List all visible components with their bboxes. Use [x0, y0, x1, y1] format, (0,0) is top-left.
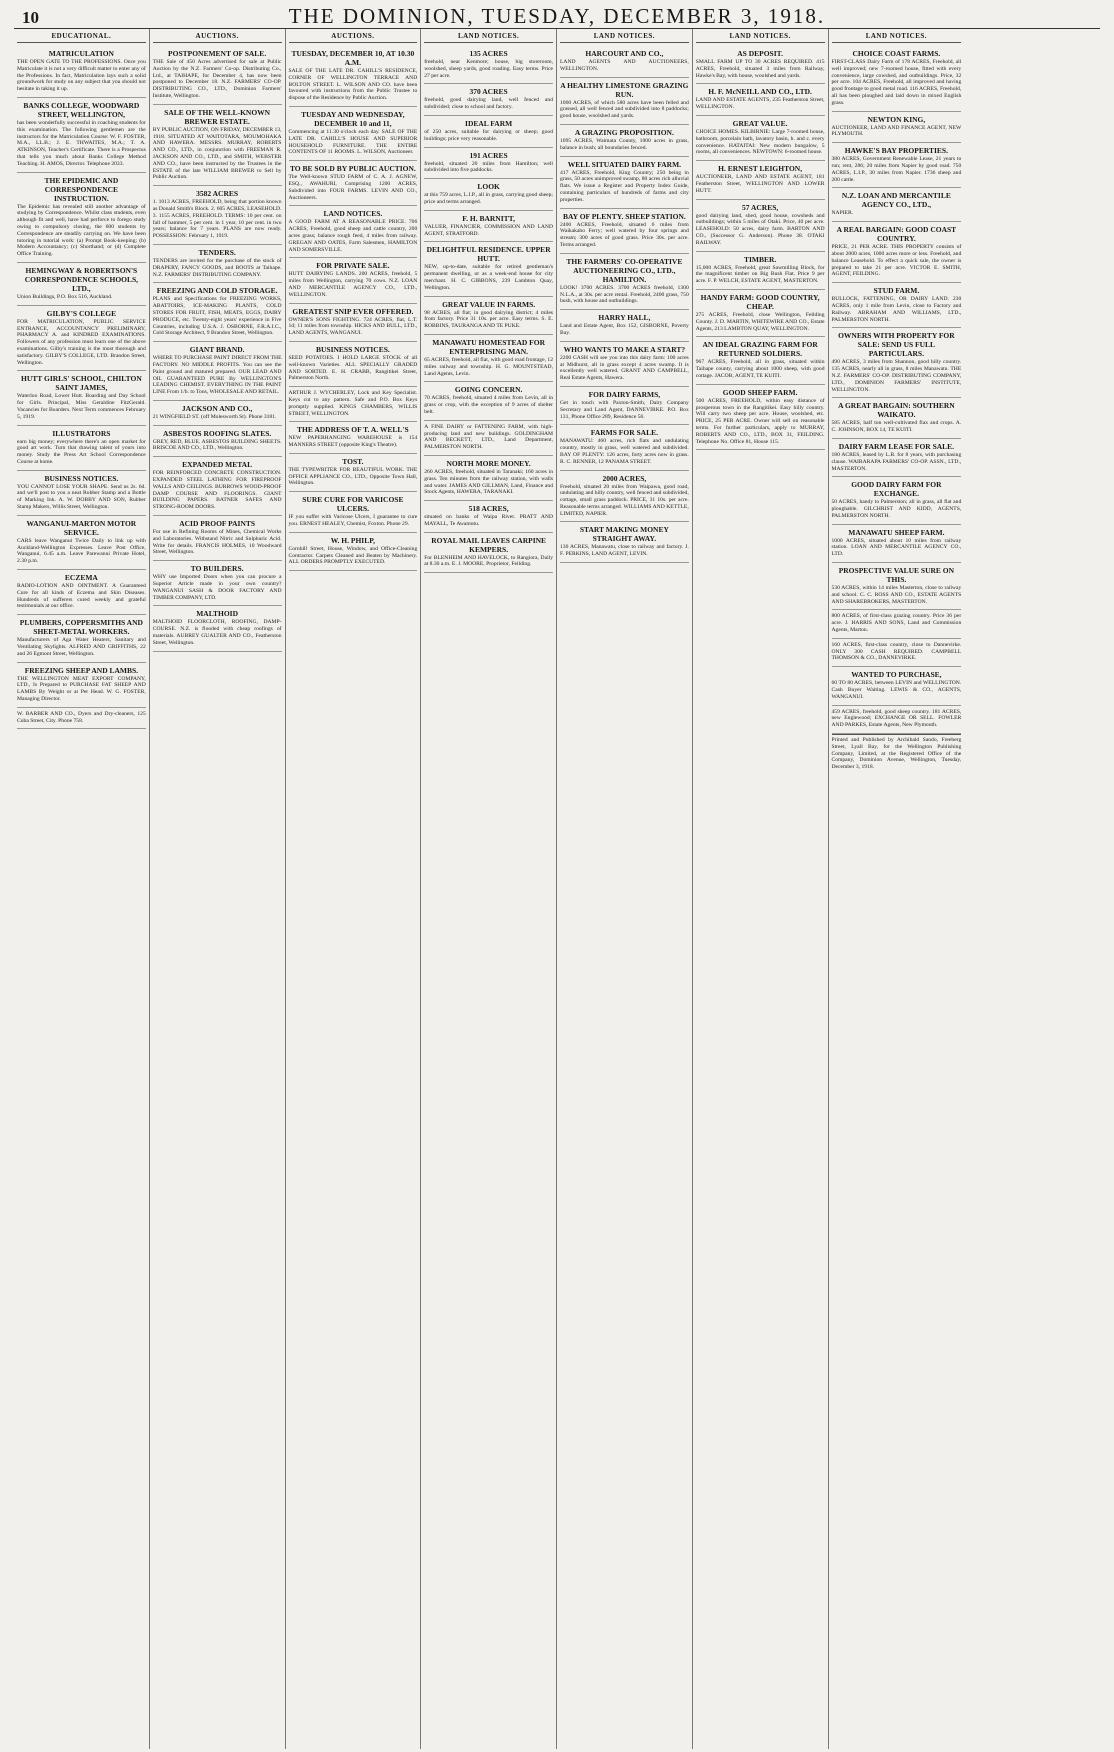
- advertisement: [289, 107, 418, 161]
- advertisement-text: Cornhill Street, House, Window, and Office-Cleaning Contractor. Carpets Cleaned and Beaten by Machinery. ALL ORDERS PROMPTLY EXECUTED.: [288, 545, 418, 566]
- advertisement-text: 130 ACRES, Manawatu, close to railway and factory. J. F. PERKINS, LAND AGENT, LEVIN.: [560, 544, 689, 558]
- advertisement-text: MANAWATU: 460 acres, rich flats and undulating country, mostly in grass, well watered and subdivided. BAY OF PLENTY: 126 acres, forty acres now in grass. R. C. RENNER, 12 PANAMA STREET.: [560, 438, 689, 465]
- advertisement-heading: SALE OF THE WELL-KNOWN BREWER ESTATE.: [164, 107, 271, 126]
- advertisement: [17, 708, 146, 730]
- advertisement: [289, 454, 418, 492]
- advertisement-text: TENDERS are invited for the purchase of the stock of DRAPERY, FANCY GOODS, and BOOTS at Taihape. N.Z. FARMERS' DISTRIBUTING COMPANY.: [152, 257, 282, 278]
- advertisement-heading: THE EPIDEMIC AND CORRESPONDENCE INSTRUCTION.: [44, 175, 119, 203]
- advertisement: [560, 342, 689, 387]
- column-5: [557, 29, 693, 1749]
- advertisement: [696, 337, 825, 384]
- advertisement-heading: TENDERS.: [198, 247, 236, 257]
- advertisement-heading: HEMINGWAY & ROBERTSON'S CORRESPONDENCE SCHOOLS, LTD.,: [24, 265, 139, 293]
- advertisement-heading: DAIRY FARM LEASE FOR SALE.: [838, 441, 955, 451]
- advertisement-heading: WELL SITUATED DAIRY FARM.: [567, 159, 682, 169]
- advertisement: [17, 98, 146, 173]
- page-number: 10: [22, 8, 39, 27]
- advertisement-text: BY PUBLIC AUCTION, ON FRIDAY, DECEMBER 13, 1918. SITUATED AT WAITOTARA, MOUMOHAKA AND HAWERA. MESSRS. MURRAY, ROBERTS AND CO., LTD., in conjunction with FREEMAN R. JACKSON AND CO., LTD., and SMITH, WEBSTER AND CO., have been instructed by the Trustees in the ESTATE of the late WILLIAM BREWER to Sell by Public Auction.: [152, 126, 282, 181]
- advertisement: [153, 426, 282, 458]
- advertisement-heading: FOR DAIRY FARMS,: [588, 389, 661, 399]
- advertisement-text: A GOOD FARM AT A REASONABLE PRICE. 706 ACRES, Freehold, good sheep and cattle country, 200 acres grass; balance rough feed, 4 miles from railway. GREGAN AND OATES, Farm Salesmen, HAMILTON AND SOMERSVILLE.: [288, 219, 418, 253]
- advertisement-text: freehold, good dairying land, well fenced and subdivided; close to school and factory.: [424, 97, 553, 111]
- advertisement-text: 60 TO 80 ACRES, between LEVIN and WELLINGTON. Cash Buyer Waiting. LEWIS & CO., AGENTS, WANGANUI.: [831, 680, 962, 700]
- masthead: [14, 4, 1100, 26]
- advertisement: [560, 157, 689, 209]
- advertisement: [560, 78, 689, 125]
- advertisement: [289, 342, 418, 387]
- advertisement-text: Union Buildings, P.O. Box 516, Auckland.: [17, 293, 113, 300]
- advertisement-heading: 3582 ACRES: [196, 189, 239, 199]
- advertisement-heading: AS DEPOSIT.: [737, 49, 783, 58]
- advertisement-text: Get in touch with Paxton-Smith, Dairy Company Secretary and Land Agent, DANNEVIRKE. P.O. Box 131, Phone Office 289, Residence 56.: [560, 399, 689, 420]
- advertisement: [424, 382, 553, 420]
- advertisement-heading: MANAWATU SHEEP FARM.: [848, 527, 945, 537]
- advertisement-heading: H. F. McNEILL AND CO., LTD.: [708, 87, 812, 97]
- advertisement: [17, 306, 146, 372]
- advertisement-text: THE TYPEWRITER FOR BEAUTIFUL WORK. THE OFFICE APPLIANCE CO., LTD., Opposite Town Hall, Wellington.: [288, 466, 418, 487]
- advertisement-text: CHOICE HOMES. KILBIRNIE: Large 7-roomed house, bathroom, porcelain bath, lavatory basin, h. and c. every convenience. HATAITAI: New modern bungalow, 5 rooms, all conveniences. NEWTOWN: 6-roomed house.: [695, 128, 825, 156]
- advertisement: [424, 179, 553, 211]
- advertisement-text: 530 ACRES, within 14 miles Masterton, close to railway and school. C. C. ROSS AND CO., ESTATE AGENTS AND SHAREBROKERS, MASTERTON.: [831, 585, 962, 605]
- advertisement-text: 417 ACRES, Freehold, King Country; 250 being in grass, 50 acres unimproved swamp, 80 acres rich alluvial flats. We issue a Register and Property Index Guide, containing particulars of hundreds of farms and city properties.: [560, 169, 689, 203]
- advertisement: [832, 188, 962, 222]
- advertisement: [832, 477, 962, 524]
- column-heading: LAND NOTICES.: [424, 29, 553, 43]
- advertisement-heading: TUESDAY AND WEDNESDAY, DECEMBER 10 and 11,: [301, 109, 405, 128]
- advertisement: [696, 200, 825, 252]
- advertisement-heading: F. H. BARNITT,: [462, 213, 515, 223]
- advertisement: [289, 161, 418, 206]
- advertisement-text: 15,000 ACRES, Freehold, great Sawmilling Block, for the magnificent timber on Big Bush Flat. Price 9 per acre. F. P. WELCH, ESTATE AGENT, MASTERTON.: [695, 264, 825, 285]
- advertisement: [17, 173, 146, 263]
- advertisement: [560, 471, 689, 523]
- advertisement-text: FIRST-CLASS Dairy Farm of 178 ACRES, Freehold, all well improved; new 7-roomed house, fitted with every convenience, large cowshed, and outbuildings. Price, 32 per acre. 104 ACRES, Freehold, all improved and having good frontage to good metal road. 116 ACRES, Freehold, all has been ploughed and laid down in mixed English grass.: [831, 59, 962, 106]
- advertisement-text: 1. 1013 ACRES, FREEHOLD, being that portion known as Donald Smith's Block. 2. 605 ACRES, LEASEHOLD. 3. 1155 ACRES, FREEHOLD. TERMS: 10 per cent. on fall of hammer, 5 per cent. in 1 year, 10 per cent. in two years; balance for 7 years. PLANS are now ready. POSSESSION: February 1, 1919.: [152, 199, 282, 240]
- advertisement-heading: MANAWATU HOMESTEAD FOR ENTERPRISING MAN.: [432, 337, 546, 356]
- advertisement: [17, 663, 146, 708]
- advertisement: [17, 46, 146, 98]
- column-6: [693, 29, 829, 1749]
- advertisement-text: Commencing at 11.30 o'clock each day. SALE OF THE LATE DR. CAHILL'S HOUSE AND SUPERIOR HOUSEHOLD FURNITURE. THE ENTIRE CONTENTS OF 11 ROOMS. L. WILSON, Auctioneer.: [288, 128, 418, 156]
- advertisement-text: LAND AND ESTATE AGENTS, 235 Featherston Street, WELLINGTON.: [695, 97, 825, 111]
- advertisement: [832, 222, 962, 283]
- advertisement: [696, 46, 825, 84]
- advertisement-text: 1060 ACRES, of which 580 acres have been felled and grassed, all well fenced and subdivided into 8 paddocks; good house, woolshed and yards.: [560, 99, 689, 120]
- advertisement: [560, 522, 689, 563]
- advertisement: [289, 206, 418, 258]
- advertisement-text: at this 759 acres, L.I.P., all in grass, carrying good sheep; price and terms arranged.: [424, 192, 553, 205]
- advertisement-heading: HANDY FARM: GOOD COUNTRY, CHEAP.: [700, 292, 820, 311]
- column-heading: EDUCATIONAL.: [17, 29, 146, 43]
- advertisement-text: SMALL FARM UP TO 30 ACRES REQUIRED. 415 ACRES, Freehold, situated 3 miles from Railway, Hawke's Bay, with house, woolshed and yards.: [695, 59, 825, 79]
- advertisement-heading: 370 ACRES: [469, 87, 508, 97]
- advertisement: [424, 533, 553, 574]
- advertisement: [560, 310, 689, 342]
- advertisement-heading: NORTH MORE MONEY.: [446, 458, 531, 468]
- advertisement-heading: BAY OF PLENTY. SHEEP STATION.: [562, 211, 686, 221]
- advertisement: [424, 46, 553, 84]
- advertisement-text: GREY, RED, BLUE. ASBESTOS BUILDING SHEETS. BRISCOE AND CO., LTD., Wellington.: [152, 438, 282, 452]
- advertisement: [289, 533, 418, 571]
- advertisement-text: PRICE, 21 PER ACRE. THIS PROPERTY consists of about 2000 acres, 1000 acres more or less. Freehold, and balance Leasehold. To effect a quick sale, the owner is prepared to take 21 per acre. VICTOR E. SMITH, AGENT, FEILDING.: [831, 244, 962, 278]
- advertisement: [153, 186, 282, 245]
- advertisement-heading: FARMS FOR SALE.: [590, 428, 658, 438]
- advertisement-text: 1095 ACRES, Waimata County, 1000 acres in grass, balance in bush; all boundaries fenced.: [560, 137, 689, 151]
- advertisement-heading: THE ADDRESS OF T. A. WELL'S: [297, 425, 409, 435]
- advertisement-text: 1000 ACRES, situated about 10 miles from railway station. LOAN AND MERCANTILE AGENCY CO., LTD.: [831, 537, 962, 558]
- advertisement-text: The Epidemic has revealed still another advantage of studying by Correspondence. Whilst class students, even although fit and well, have had perforce to forego study owing to compulsory closing, the 600 students by Correspondence are steadily carrying on. We have been tutoring in tutorial work: (a) Prompt Book-keeping; (b) Modern Accountancy; (c) Shorthand; or (d) Complete Office Training.: [17, 203, 146, 258]
- advertisement-heading: TO BE SOLD BY PUBLIC AUCTION.: [289, 164, 416, 174]
- advertisement: [424, 297, 553, 335]
- advertisement: [696, 116, 825, 161]
- advertisement: [424, 456, 553, 501]
- advertisement-text: FOR REINFORCED CONCRETE CONSTRUCTION. EXPANDED STEEL LATHING FOR FIREPROOF WALLS AND CEILINGS. BURROWS WOOD-PROOF DAMP COURSE AND FLOORINGS. GIANT BUILDING PAPERS. BATNER SAFES AND STRONG-ROOM DOORS.: [152, 470, 282, 511]
- advertisement: [832, 283, 962, 328]
- advertisement-heading: STUD FARM.: [873, 286, 920, 296]
- columns-grid: [14, 29, 1100, 1749]
- advertisement: [832, 328, 962, 398]
- advertisement: [153, 105, 282, 186]
- advertisement-heading: A HEALTHY LIMESTONE GRAZING RUN.: [560, 80, 689, 99]
- advertisement-text: situated on banks of Waipa River. PRATT AND MAYALL, Te Awamutu.: [424, 514, 553, 527]
- advertisement-heading: W. H. PHILP,: [330, 535, 375, 545]
- advertisement: [560, 387, 689, 425]
- advertisement-text: THE WELLINGTON MEAT EXPORT COMPANY, LTD., Is Prepared to PURCHASE FAT SHEEP AND LAMBS By Weight or at Per Head. W. G. FOSTER, Managing Director.: [17, 675, 146, 703]
- advertisement: [289, 46, 418, 107]
- advertisement-heading: HUTT GIRLS' SCHOOL, CHILTON SAINT JAMES,: [21, 374, 142, 393]
- advertisement: [832, 439, 962, 477]
- advertisement-heading: GOOD SHEEP FARM.: [722, 387, 798, 397]
- advertisement-heading: ILLUSTRATORS: [52, 428, 111, 438]
- advertisement-heading: GREAT VALUE.: [732, 118, 788, 128]
- advertisement: [289, 304, 418, 342]
- advertisement-text: 585 ACRES, half ton well-cultivated flax and crops. A. C. JOHNSON, BOX 14, TE KUITI.: [831, 420, 962, 434]
- advertisement: [17, 516, 146, 570]
- advertisement: [832, 667, 962, 705]
- advertisement-text: LAND AGENTS AND AUCTIONEERS, WELLINGTON.: [560, 59, 689, 72]
- advertisement-text: LOOK! 3700 ACRES. 3700 ACRES freehold, 1300 N.L.A., at 30s. per acre rental. Freehold, 2400 grass, 750 bush, with house and outbuildings.: [560, 284, 689, 305]
- advertisement-text: NAPIER.: [831, 210, 854, 217]
- advertisement-heading: BUSINESS NOTICES.: [315, 344, 390, 354]
- advertisement-heading: TOST.: [342, 456, 364, 466]
- advertisement: [696, 252, 825, 290]
- advertisement: [153, 245, 282, 283]
- advertisement-text: MALTHOID FLOORCLOTH, ROOFING, DAMP-COURSE. N.Z. is flooded with cheap roofings of materials. AUBREY GUALTER AND CO., Featherston Street, Wellington.: [152, 619, 282, 646]
- advertisement: [424, 211, 553, 243]
- advertisement: [560, 254, 689, 310]
- advertisement-text: PLANS and Specifications for FREEZING WORKS, ABATTOIRS, ICE-MAKING PLANTS, COLD STORES FOR FRUIT, FISH, MEATS, EGGS, DAIRY PRODUCE, etc. Twenty-eight years' experience in Five Countries, including U.S.A. J. OSBORNE, F.R.A.I.C., Cold Storage Architect, 9 Brandon Street, Wellington.: [152, 296, 282, 337]
- advertisement: [696, 290, 825, 337]
- advertisement: [289, 387, 418, 422]
- advertisement-heading: 57 ACRES,: [741, 202, 779, 212]
- advertisement-heading: N.Z. LOAN AND MERCANTILE AGENCY CO., LTD.,: [841, 191, 951, 210]
- advertisement-text: 500 ACRES, FREEHOLD, within easy distance of prosperous town in the Rangitikei. Easy hilly country. Will carry two sheep per acre. House, woolshed, etc. PRICE, 25 PER ACRE. Owner will sell on reasonable terms. For further particulars, apply to MURRAY, ROBERTS AND CO., LTD., BOX 31, FEILDING. Telephone No. Office 81, House 115.: [695, 397, 825, 445]
- advertisement: [424, 421, 553, 456]
- advertisement: [832, 46, 962, 112]
- advertisement: [153, 283, 282, 342]
- advertisement-text: 380 ACRES, Government Renewable Lease, 21 years to run; rent, 286; 20 miles from Napier by good road. 750 ACRES, L.I.P., 30 miles from Napier. 1736 sheep and 200 cattle.: [831, 156, 962, 183]
- advertisement-heading: FREEZING SHEEP AND LAMBS.: [24, 665, 139, 675]
- advertisement-heading: IDEAL FARM: [465, 118, 513, 128]
- advertisement-text: The Well-known STUD FARM of C. A. J. AGNEW, ESQ., AWAHURI, Comprising 1200 ACRES, Subdivided into FOUR FARMS. LEVIN AND CO., Auctioneers.: [288, 174, 418, 201]
- advertisement-text: 65 ACRES, freehold, all flat, with good road frontage, 12 miles railway and township. H. G. MOUNTSTEAD, Land Agents, Levin.: [424, 356, 553, 377]
- advertisement: [560, 209, 689, 254]
- advertisement-text: For use in Refining Rooms of Mines, Chemical Works and Laboratories. Withstand Nitric and Sulphuric Acid. Write for details. FRANCIS HOLMES, 10 Woodward Street, Wellington.: [152, 529, 282, 556]
- advertisement-text: YOU CANNOT LOSE YOUR SHAPE. Send us 2s. 6d. and we'll post to you a neat Rubber Stamp and a Bottle of Marking Ink. A. W. DOBBY AND SON, Rubber Stamp Makers, Willis Street, Wellington.: [17, 483, 146, 511]
- advertisement-text: 800 ACRES, of first-class grazing country. Price 36 per acre. J. HARRIS AND SONS, Land and Commission Agents, Marton.: [831, 613, 962, 634]
- advertisement-text: 275 ACRES, Freehold, close Wellington, Feilding County. J. D. MARTIN, WHITEWIRE AND CO., Estate Agents, 213 LAMBTON QUAY, WELLINGTON.: [695, 311, 825, 332]
- advertisement-heading: HARCOURT AND CO.,: [585, 49, 664, 58]
- advertisement: [424, 501, 553, 533]
- advertisement: [153, 561, 282, 606]
- advertisement: [424, 242, 553, 296]
- advertisement-text: 2200 CASH will see you into this dairy farm: 100 acres at Midhurst, all in grass except 4 acres swamp. It is excellently well watered. GRANT AND CAMPBELL, Real Estate Agents, Hawera.: [560, 354, 689, 382]
- advertisement: [832, 525, 962, 563]
- advertisement: [424, 116, 553, 148]
- advertisement-text: For BLENHEIM AND HAVELOCK, to Rangiora, Daily at 8.30 a.m. E. J. MOORE, Proprietor, Feilding.: [424, 554, 553, 568]
- advertisement-text: VALUER, FINANCIER, COMMISSION AND LAND AGENT, STRATFORD.: [424, 223, 553, 237]
- advertisement-heading: THE FARMERS' CO-OPERATIVE AUCTIONEERING CO., LTD., HAMILTON.: [566, 256, 683, 284]
- advertisement: [696, 385, 825, 451]
- column-heading: LAND NOTICES.: [560, 29, 689, 43]
- advertisement-text: THE OPEN GATE TO THE PROFESSIONS. Once you Matriculate it is not a very difficult matter to enter any of the Professions. In fact, Matriculation lays such a solid groundwork for study on any subject that you should not hesitate in taking it up.: [17, 59, 146, 93]
- advertisement: [17, 615, 146, 662]
- advertisement-text: Freehold, situated 20 miles from Waipawa, good road, undulating and hilly country, well fenced and subdivided, cottage, small grass paddock. PRICE, 31 10s. per acre. Reasonable terms arranged. WILLIAMS AND KETTLE, LIMITED, NAPIER.: [560, 483, 689, 517]
- advertisement-heading: A GRAZING PROPOSITION.: [574, 127, 674, 137]
- advertisement-heading: 135 ACRES: [469, 49, 508, 58]
- advertisement-heading: BUSINESS NOTICES.: [44, 473, 119, 483]
- column-heading: LAND NOTICES.: [832, 29, 962, 43]
- advertisement: [424, 148, 553, 180]
- advertisement-heading: MALTHOID: [196, 609, 239, 619]
- advertisement-text: FOR MATRICULATION, PUBLIC SERVICE ENTRANCE, ACCOUNTANCY PRELIMINARY, PHARMACY A. and KINDRED EXAMINATIONS. Followers of any profession must learn one of the above examinations. Gilby's training is the most thorough and satisfactory. GILBY'S COLLEGE, LTD. Brandon Street, Wellington.: [17, 318, 146, 366]
- advertisement: [153, 606, 282, 651]
- advertisement-text: 459 ACRES, freehold, good sheep country. 181 ACRES, new Englewood; EXCHANGE OR SELL. FOWLER AND PARKES, Estate Agents, New Plymouth.: [831, 708, 962, 729]
- advertisement-text: THE Sale of 450 Acres advertised for sale at Public Auction by the N.Z. Farmers' Co-op. Distributing Co., Ltd., at TAIHAPE, for December 4, has now been postponed to December 18. N.Z. FARMERS' CO-OP. DISTRIBUTING CO., LTD., Dominion Farmers' Institute, Wellington.: [152, 59, 282, 99]
- advertisement-text: IF you suffer with Varicose Ulcers, I guarantee to cure you. ERNEST HEALEY, Chemist, Foxton. Phone 29.: [288, 514, 418, 528]
- advertisement: [17, 371, 146, 425]
- advertisement-text: has been wonderfully successful in coaching students for this examination. The following gentlemen are the instructors for the Matriculation Course: W. F. FOSTER, M.A., LL.B.; J. E. THWAITES, M.A.; T. A. ATKINSON, Teacher's Certificate. There is a Prospectus that tells you much about Banks College Method Teaching. H. AMOS, Director. Telephone 2033.: [17, 119, 146, 167]
- advertisement-text: of 250 acres, suitable for dairying or sheep; good buildings; price very reasonable.: [424, 128, 553, 142]
- advertisement: [424, 335, 553, 382]
- advertisement-heading: ECZEMA: [64, 573, 98, 583]
- column-1: [14, 29, 150, 1749]
- advertisement: [560, 425, 689, 470]
- advertisement-heading: A REAL BARGAIN: GOOD COAST COUNTRY.: [836, 225, 957, 244]
- newspaper-title: THE DOMINION, TUESDAY, DECEMBER 3, 1918.: [288, 4, 826, 28]
- advertisement-text: SALE OF THE LATE DR. CAHILL'S RESIDENCE, CORNER OF WELLINGTON TERRACE AND BOLTON STREET. L. WILSON AND CO. have been favoured with instructions from the Public Trustee to dispose of the Residence by Public Auction.: [288, 68, 418, 102]
- advertisement: [153, 342, 282, 401]
- advertisement-text: freehold, near Kenmore; house, big storeroom, woolshed, sheep yards, good roading. Easy terms. Price 27 per acre.: [424, 59, 553, 79]
- advertisement-heading: NEWTON KING,: [867, 114, 926, 124]
- advertisement: [17, 426, 146, 471]
- advertisement-text: CARS leave Wanganui Twice Daily to link up with Auckland-Wellington Expresses. Leave Post Office, Wanganui, 6.45 a.m. Leave Parewanui Private Hotel, 2.30 p.m.: [17, 537, 146, 565]
- advertisement-text: Waterloo Road, Lower Hutt. Boarding and Day School for Girls. Principal, Miss Geraldine FitzGerald. Vacancies for Boarders. Next Term commences February 5, 1919.: [17, 393, 146, 420]
- advertisement-heading: HARRY HALL,: [598, 313, 651, 323]
- advertisement-text: 490 ACRES, 3 miles from Shannon, good hilly country. 135 ACRES, nearly all in grass, 8 miles Manawatu. THE N.Z. FARMERS' CO-OP. DISTRIBUTING COMPANY, LTD., DOMINION FARMERS' INSTITUTE, WELLINGTON.: [831, 359, 962, 393]
- advertisement: [560, 46, 689, 78]
- advertisement-heading: 518 ACRES,: [468, 504, 509, 514]
- column-heading: AUCTIONS.: [289, 29, 418, 43]
- advertisement-heading: PLUMBERS, COPPERSMITHS AND SHEET-METAL WORKERS.: [19, 618, 143, 637]
- advertisement: [289, 492, 418, 533]
- advertisement-heading: EXPANDED METAL: [182, 460, 253, 470]
- advertisement-text: 70 ACRES, freehold, situated 4 miles from Levin, all in grass or crop, with the exception of 9 acres of shelter belt.: [424, 395, 553, 415]
- advertisement: [696, 161, 825, 199]
- advertisement-text: NEW PAPERHANGING WAREHOUSE is 154 MANNERS STREET (opposite King's Theatre).: [288, 435, 418, 449]
- advertisement-text: NEW, up-to-date, suitable for retired gentleman's permanent dwelling, or as a week-end house for city merchant. H. C. GIBBONS, 239 Lambton Quay, Wellington.: [424, 264, 553, 291]
- advertisement-text: 21 WINGFIELD ST. (off Molesworth St). Phone 3181.: [152, 413, 277, 420]
- advertisement: [560, 125, 689, 157]
- advertisement-text: good dairying land, shed, good house, cowsheds and outbuildings; within 5 miles of Otaki. Price, 40 per acre. LEASEHOLD: 50 acres, dairy farm. BARTON AND CO., (Successor G. Anderson). Phone 38. OTAKI RAILWAY.: [695, 212, 825, 246]
- column-heading: LAND NOTICES.: [696, 29, 825, 43]
- advertisement: [17, 570, 146, 615]
- advertisement-text: WHERE TO PURCHASE PAINT DIRECT FROM THE FACTORY. NO MIDDLE PROFITS. You can see the Paint ground and matured prepared. OUR LEAD AND OIL GUARANTEED PURE By WELLINGTON'S LEADING CHEMIST. EVERYTHING IN THE PAINT LINE From 1/b. to Tons, WHOLESALE AND RETAIL.: [152, 355, 282, 396]
- advertisement-heading: SURE CURE FOR VARICOSE ULCERS.: [302, 495, 404, 514]
- advertisement-heading: GREATEST SNIP EVER OFFERED.: [292, 306, 414, 316]
- advertisement: [832, 112, 962, 144]
- advertisement: [832, 143, 962, 188]
- advertisement-heading: AN IDEAL GRAZING FARM FOR RETURNED SOLDIERS.: [702, 340, 818, 359]
- advertisement-text: W. BARBER AND CO., Dyers and Dry-cleaners, 125 Cuba Street, City. Phone 758.: [17, 710, 146, 724]
- advertisement-text: 967 ACRES, Freehold, all in grass, situated within Taihape county, carrying about 1000 sheep, with good cottage. JACOB, AGENT, TE KUITI.: [695, 359, 825, 379]
- advertisement: [289, 422, 418, 454]
- advertisement-text: 180 ACRES, leased by L.B. for 8 years, with purchasing clause. WAIRARAPA FARMERS' CO-OP. ASSN., LTD., MASTERTON.: [831, 451, 962, 472]
- advertisement-text: SEED POTATOES. I HOLD LARGE STOCK of all well-known Varieties. ALL SPECIALLY GRADED AND SORTED. E. H. CRABB, Rangitikei Street, Palmerston North.: [288, 354, 418, 382]
- advertisement-heading: WANTED TO PURCHASE,: [851, 670, 942, 680]
- advertisement: [153, 457, 282, 516]
- advertisement-text: 2400 ACRES, Freehold, situated 6 miles from Waikakaho Ferry; well watered by four springs and stream; 300 acres of good grass. Price 30s. per acre. Terms arranged.: [560, 221, 689, 248]
- advertisement-heading: MATRICULATION: [48, 49, 114, 58]
- advertisement-text: OWNER'S SONS FIGHTING. 724 ACRES, flat, L.T. 1d; 11 miles from township. HICKS AND BULL, LTD., LAND AGENTS, WANGANUI.: [288, 316, 418, 337]
- advertisement-text: 50 ACRES, handy to Palmerston; all in grass, all flat and ploughable. GILCHRIST AND KIDD, AGENTS, PALMERSTON NORTH.: [831, 499, 962, 519]
- advertisement-heading: GOOD DAIRY FARM FOR EXCHANGE.: [851, 480, 942, 499]
- advertisement-text: WHY use Imported Doors when you can procure a Superior Article made in your own country? WANGANUI SASH & DOOR FACTORY AND TIMBER COMPANY, LTD.: [152, 574, 282, 601]
- advertisement-heading: A GREAT BARGAIN: SOUTHERN WAIKATO.: [838, 401, 955, 420]
- advertisement: [832, 563, 962, 610]
- advertisement-text: A FINE DAIRY or FATTENING FARM, with high-producing land and new buildings. GOLDINGHAM AND BECKETT, LTD., Land Department, PALMERSTON NORTH.: [424, 423, 553, 451]
- advertisement-heading: FREEZING AND COLD STORAGE.: [156, 286, 278, 296]
- advertisement: [153, 46, 282, 105]
- advertisement-heading: JACKSON AND CO.,: [181, 403, 253, 413]
- advertisement-heading: 191 ACRES: [469, 150, 508, 160]
- advertisement-text: ARTHUR J. WYCHERLEY, Lock and Key Specialist. Keys cut to any pattern. Safe and P.O. Box Keys promptly supplied. KINGS CHAMBERS, WILLIS STREET, WELLINGTON.: [288, 390, 418, 417]
- column-3: [286, 29, 422, 1749]
- advertisement-heading: DELIGHTFUL RESIDENCE. UPPER HUTT.: [426, 245, 551, 264]
- advertisement-text: AUCTIONEER, LAND AND ESTATE AGENT, 181 Featherston Street, WELLINGTON AND LOWER HUTT.: [695, 174, 825, 194]
- advertisement-text: 160 ACRES, first-class country, close to Dannevirke. ONLY 300 CASH REQUIRED. CAMPBELL THOMSON & CO., DANNEVIRKE.: [831, 641, 962, 662]
- advertisement-heading: TIMBER.: [743, 254, 777, 264]
- advertisement: [832, 706, 962, 734]
- advertisement-heading: LAND NOTICES.: [323, 209, 383, 219]
- column-4: [421, 29, 557, 1749]
- imprint-footer: Printed and Published by Archibald Sando, Freeberg Street, Lyall Bay, for the Wellington Publishing Company, Limited, at the Registered Office of the Company, Dominion Avenue, Wellington, Tuesday, December 3, 1918.: [832, 734, 962, 771]
- advertisement-heading: GREAT VALUE IN FARMS.: [442, 299, 536, 309]
- advertisement-text: 260 ACRES, freehold, situated in Taranaki; 160 acres in grass. Ten minutes from the railway station, with walls and water. JAMES AND GILLMAN, Land, Finance and Stock Agents, HAWERA, TARANAKI.: [424, 468, 553, 496]
- advertisement-heading: OWNERS WITH PROPERTY FOR SALE: SEND US FULL PARTICULARS.: [838, 331, 955, 359]
- advertisement: [153, 516, 282, 561]
- advertisement-heading: POSTPONEMENT OF SALE.: [168, 49, 267, 58]
- advertisement: [153, 401, 282, 426]
- advertisement-heading: WANGANUI-MARTON MOTOR SERVICE.: [26, 518, 137, 537]
- advertisement-text: freehold, situated 20 miles from Hamilton; well subdivided into five paddocks.: [424, 160, 553, 174]
- advertisement: [832, 639, 962, 667]
- advertisement-text: AUCTIONEER, LAND AND FINANCE AGENT, NEW PLYMOUTH.: [831, 124, 962, 138]
- advertisement: [289, 258, 418, 303]
- column-2: [150, 29, 286, 1749]
- advertisement: [17, 471, 146, 516]
- advertisement-heading: ASBESTOS ROOFING SLATES.: [162, 428, 272, 438]
- advertisement-heading: START MAKING MONEY STRAIGHT AWAY.: [579, 525, 669, 544]
- advertisement: [832, 398, 962, 439]
- advertisement-heading: GILBY'S COLLEGE: [46, 308, 117, 318]
- advertisement-heading: CHOICE COAST FARMS.: [852, 49, 941, 58]
- advertisement: [832, 610, 962, 638]
- advertisement-text: RADIO-LOTION AND OINTMENT. A Guaranteed Cure for all kinds of Eczema and Skin Diseases. Hundreds of sufferers cured weekly and grateful testimonials at our office.: [17, 583, 146, 610]
- column-7: [829, 29, 965, 1749]
- advertisement-heading: WHO WANTS TO MAKE A START?: [563, 344, 686, 354]
- advertisement-heading: ACID PROOF PAINTS: [179, 519, 256, 529]
- advertisement-text: 98 ACRES, all flat; in good dairying district; 4 miles from factory. Price 31 10s. per acre. Easy terms. S. E. ROBBINS, TAURANGA AND TE PUKE.: [424, 309, 553, 330]
- advertisement-text: Land and Estate Agent, Box 152, GISBORNE, Poverty Bay.: [560, 323, 689, 336]
- advertisement-text: HUTT DAIRYING LANDS. 200 ACRES, freehold, 5 miles from Wellington, carrying 70 cows. N.Z. LOAN AND MERCANTILE AGENCY CO., LTD., WELLINGTON.: [288, 271, 418, 298]
- advertisement-heading: HAWKE'S BAY PROPERTIES.: [844, 146, 948, 156]
- advertisement-heading: FOR PRIVATE SALE.: [316, 261, 390, 271]
- advertisement-heading: ROYAL MAIL LEAVES CARPINE KEMPERS.: [431, 535, 547, 554]
- column-heading: AUCTIONS.: [153, 29, 282, 43]
- advertisement-heading: GIANT BRAND.: [189, 345, 245, 355]
- advertisement-text: earn big money; everywhere there's an open market for good art work. Turn that drawing talent of yours into money. Study the Press Art School Correspondence Course at home.: [17, 438, 146, 465]
- advertisement-heading: TO BUILDERS.: [190, 564, 244, 574]
- advertisement-text: BULLOCK, FATTENING, OR DAIRY LAND. 230 ACRES, only 1 mile from Levin, close to Factory and Railway. ABRAHAM AND WILLIAMS, LTD., PALMERSTON NORTH.: [831, 296, 962, 323]
- advertisement-heading: H. ERNEST LEIGHTON,: [718, 164, 803, 174]
- advertisement-heading: GOING CONCERN.: [454, 385, 523, 395]
- advertisement-heading: BANKS COLLEGE, WOODWARD STREET, WELLINGTON,: [23, 100, 140, 119]
- advertisement-heading: 2000 ACRES,: [602, 473, 647, 483]
- advertisement-heading: TUESDAY, DECEMBER 10, AT 10.30 A.M.: [291, 49, 415, 67]
- advertisement: [17, 263, 146, 306]
- advertisement: [424, 84, 553, 116]
- advertisement: [696, 84, 825, 116]
- advertisement-heading: PROSPECTIVE VALUE SURE ON THIS.: [838, 566, 955, 585]
- advertisement-text: Manufacturers of Aga Water Heaters, Sanitary and Ventilating Skylights. ALFRED AND GRIFFITHS, 22 and 26 Egmont Street, Wellington.: [17, 637, 146, 657]
- advertisement-heading: LOOK: [477, 182, 500, 192]
